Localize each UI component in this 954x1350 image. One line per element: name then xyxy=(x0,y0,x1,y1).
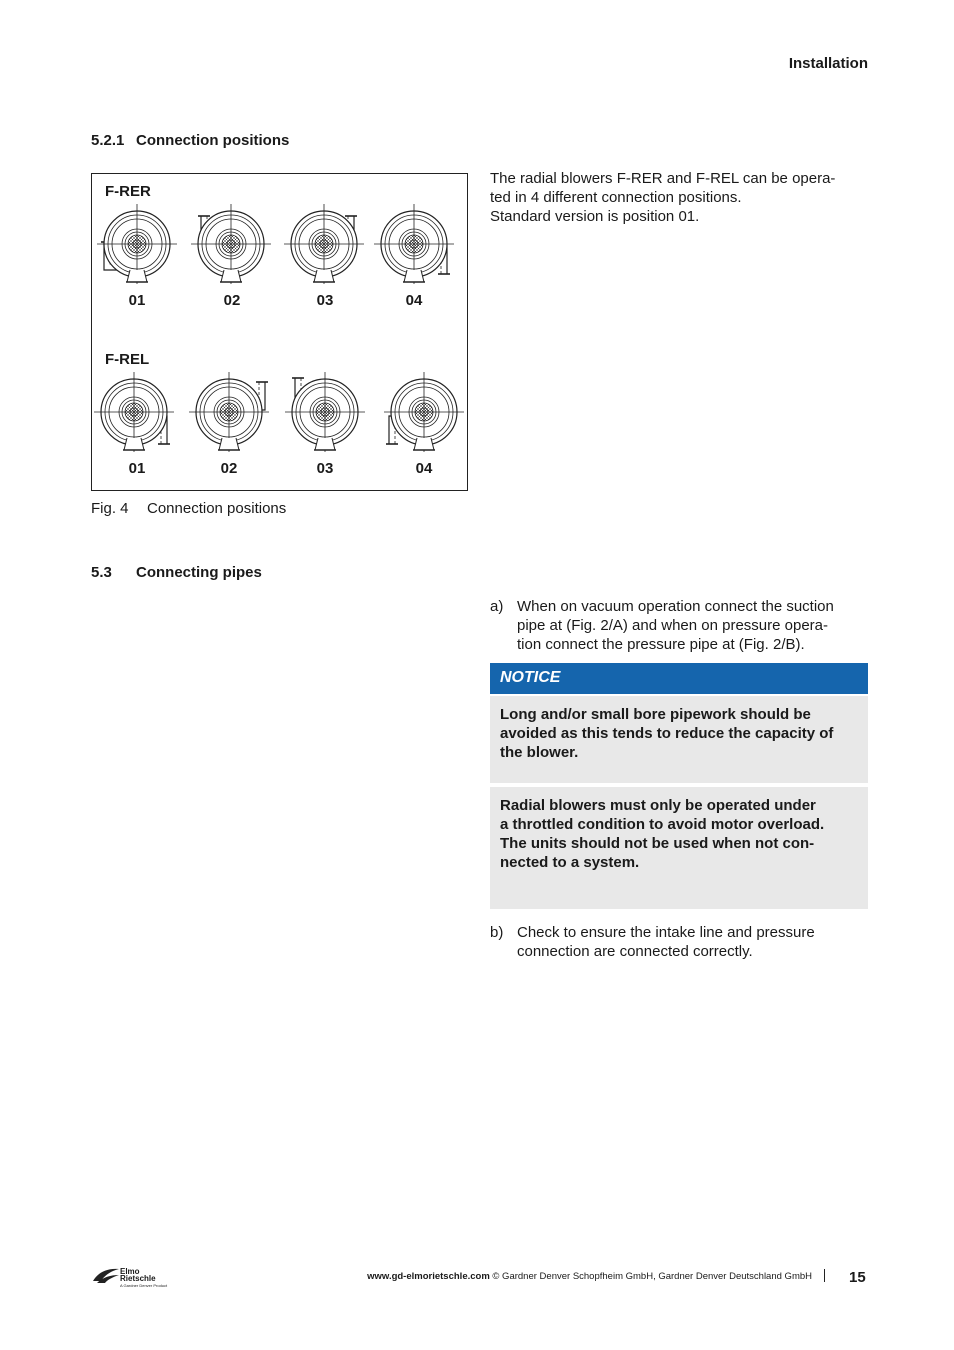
notice-line: the blower. xyxy=(500,744,579,761)
notice-paragraph-2 xyxy=(490,787,868,909)
footer-url[interactable]: www.gd-elmorietschle.com xyxy=(367,1271,490,1282)
list-marker: b) xyxy=(490,924,504,941)
row-label-f-rer: F-RER xyxy=(105,183,151,200)
blower-f-rel-03-icon xyxy=(285,372,365,452)
logo-line: Elmo xyxy=(120,1267,140,1276)
blower-f-rel-01-icon xyxy=(94,372,174,452)
step-b xyxy=(490,923,870,961)
position-label: 04 xyxy=(415,460,433,477)
figure-number: Fig. 4 xyxy=(91,500,129,517)
blower-f-rer-03-icon xyxy=(284,204,364,284)
running-header: Installation xyxy=(788,55,868,72)
position-label: 03 xyxy=(316,292,334,309)
row-label-f-rel: F-REL xyxy=(105,351,150,368)
step-line: tion connect the pressure pipe at (Fig. 2/B). xyxy=(517,636,805,653)
notice-heading: NOTICE xyxy=(490,663,868,694)
blower-f-rer-02-icon xyxy=(191,204,271,284)
intro-line: The radial blowers F-RER and F-REL can be opera- xyxy=(490,170,836,187)
step-line: When on vacuum operation connect the suction xyxy=(517,598,834,615)
notice-line: a throttled condition to avoid motor overload. xyxy=(500,816,825,833)
footer-copyright-text: © Gardner Denver Schopfheim GmbH, Gardner Denver Deutschland GmbH xyxy=(489,1271,812,1282)
step-line: Check to ensure the intake line and pressure xyxy=(517,924,815,941)
position-label: 03 xyxy=(316,460,334,477)
position-label: 01 xyxy=(128,292,146,309)
section-title: Connection positions xyxy=(136,132,290,149)
logo-line: Rietschle xyxy=(120,1274,156,1283)
intro-paragraph xyxy=(490,169,870,226)
position-label: 04 xyxy=(405,292,423,309)
notice-line: nected to a system. xyxy=(500,854,640,871)
notice-line: Long and/or small bore pipework should be xyxy=(500,706,811,723)
position-label: 02 xyxy=(223,292,241,309)
step-line: connection are connected correctly. xyxy=(517,943,753,960)
section-number: 5.3 xyxy=(91,564,112,581)
notice-paragraph-1 xyxy=(490,696,868,783)
figure-caption xyxy=(91,500,286,517)
notice-line: Radial blowers must only be operated under xyxy=(500,797,816,814)
elmo-rietschle-logo-icon xyxy=(91,1265,121,1285)
intro-line: Standard version is position 01. xyxy=(490,208,700,225)
notice-line: The units should not be used when not con- xyxy=(500,835,815,852)
blower-f-rel-04-icon xyxy=(384,372,464,452)
section-number: 5.2.1 xyxy=(91,132,125,149)
blower-diagrams xyxy=(92,174,467,490)
footer-copyright xyxy=(367,1271,812,1282)
list-marker: a) xyxy=(490,598,504,615)
position-label: 01 xyxy=(128,460,146,477)
figure-caption-text: Connection positions xyxy=(147,500,287,517)
blower-f-rer-01-icon xyxy=(97,204,177,284)
blower-f-rer-04-icon xyxy=(374,204,454,284)
intro-line: ted in 4 different connection positions. xyxy=(490,189,742,206)
blower-f-rel-02-icon xyxy=(189,372,269,452)
step-line: pipe at (Fig. 2/A) and when on pressure opera- xyxy=(517,617,829,634)
logo-wordmark xyxy=(120,1268,156,1282)
position-label: 02 xyxy=(220,460,238,477)
notice-line: avoided as this tends to reduce the capacity of xyxy=(500,725,834,742)
section-heading-5-2-1 xyxy=(91,132,289,149)
section-heading-5-3 xyxy=(91,564,262,581)
connection-positions-figure xyxy=(91,173,468,491)
footer-divider xyxy=(824,1269,825,1282)
step-a xyxy=(490,597,870,654)
logo-tagline: A Gardner Denver Product xyxy=(120,1283,168,1288)
page-number: 15 xyxy=(849,1269,866,1286)
section-title: Connecting pipes xyxy=(136,564,262,581)
